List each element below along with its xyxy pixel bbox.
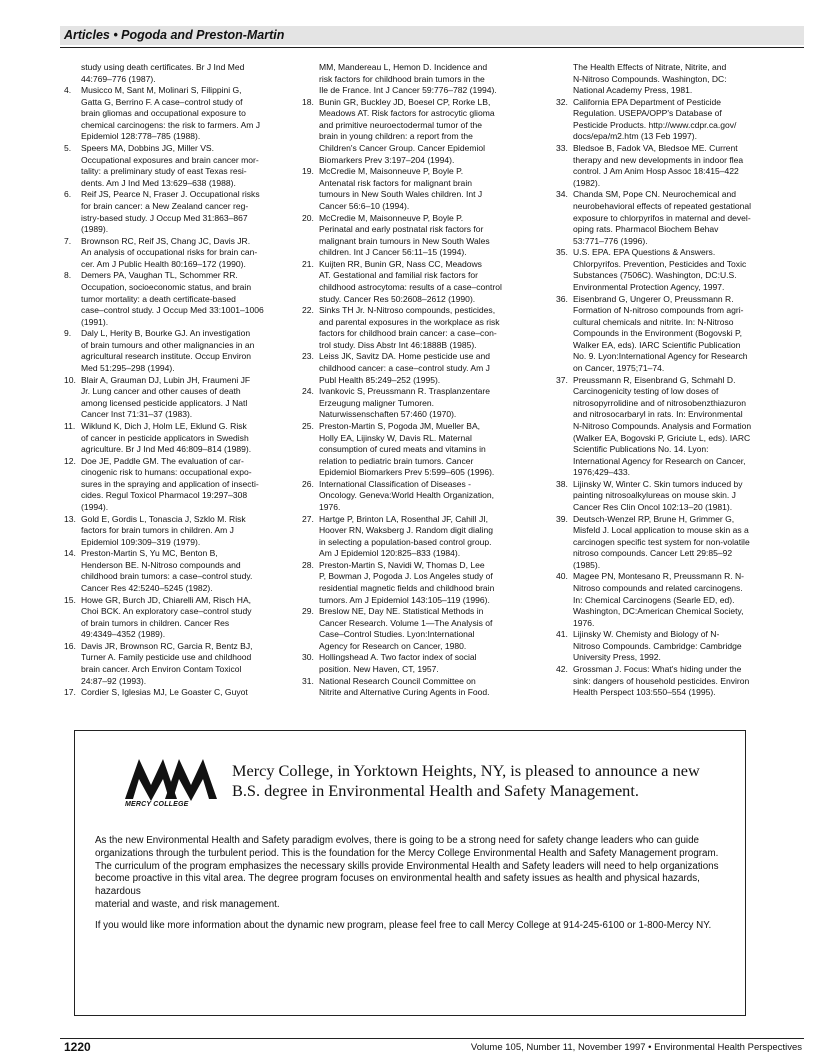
reference-entry [302, 97, 538, 166]
reference-entry [556, 479, 792, 514]
reference-entry [556, 247, 792, 293]
reference-text: Ivankovic S, Preussmann R. Trasplanzentare Erzeugung maligner Tumoren. Naturwissenschaften 57:460 (1970). [319, 386, 491, 420]
reference-number: 21. [302, 258, 314, 269]
reference-text: U.S. EPA. EPA Questions & Answers. Chlorpyrifos. Prevention, Pesticides and Toxic Substances (7506C). Washington, DC:U.S. Environmental Protection Agency, 1997. [573, 247, 747, 292]
reference-entry [64, 595, 300, 641]
reference-text: Preston-Martin S, Navidi W, Thomas D, Lee P, Bowman J, Pogoda J. Los Angeles study of residential magnetic fields and childhood brain tumors. Am J Epidemiol 143:105–119 (1996). [319, 559, 495, 605]
logo-caption: MERCY COLLEGE [125, 801, 189, 808]
reference-entry [64, 236, 300, 271]
reference-number: 36. [556, 293, 568, 304]
reference-text: Gold E, Gordis L, Tonascia J, Szklo M. Risk factors for brain tumors in children. Am J Epidemiol 109:309–319 (1979). [81, 513, 246, 547]
page-number: 1220 [64, 1040, 91, 1054]
reference-text: International Classification of Diseases - Oncology. Geneva:World Health Organization, 1976. [319, 478, 494, 512]
reference-number: 18. [302, 96, 314, 107]
reference-number: 22. [302, 305, 314, 316]
reference-entry [64, 270, 300, 328]
reference-number: 16. [64, 640, 76, 651]
reference-column-2 [302, 62, 538, 699]
reference-entry [64, 514, 300, 549]
ad-headline: Mercy College, in Yorktown Heights, NY, is pleased to announce a new B.S. degree in Environmental Health and Safety Management. [232, 761, 700, 800]
reference-text: Breslow NE, Day NE. Statistical Methods in Cancer Research. Volume 1—The Analysis of Case–Control Studies. Lyon:International Agency for Research on Cancer, 1980. [319, 606, 493, 651]
mercy-college-logo-icon [117, 751, 221, 807]
reference-text: California EPA Department of Pesticide Regulation. USEPA/OPP's Database of Pesticide Products. http://www.cdpr.ca.gov/ docs/epa/m2.htm (13 Feb 1997). [573, 96, 737, 142]
reference-text: Sinks TH Jr. N-Nitroso compounds, pesticides, and parental exposures in the workplace as risk factors for childhood brain cancer: a case–con- trol study. Diss Abstr Int 46:1888B (1985). [319, 305, 500, 350]
reference-entry [556, 143, 792, 189]
reference-text: Howe GR, Burch JD, Chiarelli AM, Risch HA, Choi BCK. An exploratory case–control study of brain tumors in children. Cancer Res 49:4349–4352 (1989). [81, 594, 252, 640]
reference-entry [556, 664, 792, 699]
reference-number: 38. [556, 478, 568, 489]
reference-entry [302, 351, 538, 386]
reference-entry [302, 606, 538, 652]
advertisement [74, 730, 746, 1016]
reference-text: Speers MA, Dobbins JG, Miller VS. Occupational exposures and brain cancer mor- tality: a preliminary study of east Texas resi- dents. Am J Ind Med 13:629–638 (1988). [81, 143, 259, 188]
reference-text: Reif JS, Pearce N, Fraser J. Occupational risks for brain cancer: a New Zealand cancer reg- istry-based study. J Occup Med 31:863–867 (1989). [81, 189, 260, 235]
reference-entry [64, 641, 300, 687]
reference-text: McCredie M, Maisonneuve P, Boyle P. Perinatal and early postnatal risk factors for malignant brain tumours in New South Wales children. Int J Cancer 56:11–15 (1994). [319, 212, 490, 258]
reference-number: 17. [64, 687, 76, 698]
reference-text: Wiklund K, Dich J, Holm LE, Eklund G. Risk of cancer in pesticide applicators in Swedish agriculture. Br J Ind Med 46:809–814 (1989). [81, 420, 252, 455]
reference-entry [302, 479, 538, 514]
reference-number: 26. [302, 478, 314, 489]
reference-text: Magee PN, Montesano R, Preussmann R. N- Nitroso compounds and related carcinogens. In: Chemical Carcinogens (Searle ED, ed). Washington, DC:American Chemical Society, 1976. [573, 571, 745, 628]
reference-number: 13. [64, 513, 76, 524]
reference-text: Preussmann R, Eisenbrand G, Schmahl D. Carcinogenicity testing of low doses of nitrosopyrrolidine and of nitrosobenzthiazuron and nitrosocarbaryl in rats. In: Environmental N-Nitroso Compounds. Analysis and Formation (Walker EA, Bogovski P, Griciute L, eds). IARC Scientific Publications No. 14. Lyon: International Agency for Research on Cancer, 1976;429–433. [573, 374, 752, 478]
reference-entry [64, 548, 300, 594]
reference-text: Demers PA, Vaughan TL, Schommer RR. Occupation, socioeconomic status, and brain tumor mortality: a death certificate-based case–control study. J Occup Med 33:1001–1006 (1991). [81, 270, 264, 327]
reference-number: 6. [64, 189, 72, 200]
reference-number: 30. [302, 652, 314, 663]
reference-number: 25. [302, 420, 314, 431]
reference-number: 20. [302, 212, 314, 223]
reference-entry [302, 305, 538, 351]
reference-text: Bledsoe B, Fadok VA, Bledsoe ME. Current therapy and new developments in indoor flea control. J Am Anim Hosp Assoc 18:415–422 (1982). [573, 143, 744, 188]
reference-entry [302, 259, 538, 305]
reference-text: Eisenbrand G, Ungerer O, Preussmann R. Formation of N-nitroso compounds from agri- cultural chemicals and nitrite. In: N-Nitroso Compounds in the Environment (Bogovski P, Walker EA, eds). IARC Scientific Publication No. 9. Lyon:International Agency for Research on Cancer, 1975;71–74. [573, 293, 748, 374]
reference-text: Deutsch-Wenzel RP, Brune H, Grimmer G, Misfeld J. Local application to mouse skin as a carcinogen specific test system for non-volatile nitroso compounds. Cancer Lett 29:85–92 (1985). [573, 513, 750, 570]
reference-entry [556, 571, 792, 629]
reference-entry: MM, Mandereau L, Hemon D. Incidence and risk factors for childhood brain tumors in the Ile de France. Int J Cancer 59:776–782 (1994). [319, 62, 497, 96]
reference-text: Daly L, Herity B, Bourke GJ. An investigation of brain tumours and other malignancies in an agricultural research institute. Occup Environ Med 51:295–298 (1994). [81, 328, 255, 374]
reference-number: 34. [556, 189, 568, 200]
reference-entry [556, 375, 792, 479]
reference-number: 9. [64, 328, 72, 339]
reference-entry [302, 514, 538, 560]
reference-entry [556, 294, 792, 375]
reference-text: Cordier S, Iglesias MJ, Le Goaster C, Guyot [81, 687, 248, 698]
reference-number: 10. [64, 374, 76, 385]
footer-rule [60, 1038, 804, 1039]
reference-number: 7. [64, 235, 72, 246]
reference-number: 32. [556, 96, 568, 107]
reference-text: National Research Council Committee on Nitrite and Alternative Curing Agents in Food. [319, 675, 490, 698]
reference-number: 31. [302, 675, 314, 686]
reference-entry [64, 687, 300, 699]
reference-number: 39. [556, 513, 568, 524]
reference-entry [64, 189, 300, 235]
reference-text: Preston-Martin S, Yu MC, Benton B, Henderson BE. N-Nitroso compounds and childhood brain tumors: a case–control study. Cancer Res 42:5240–5245 (1982). [81, 548, 253, 594]
reference-entry [302, 652, 538, 675]
reference-number: 11. [64, 420, 76, 431]
reference-number: 27. [302, 513, 314, 524]
reference-number: 41. [556, 629, 568, 640]
reference-text: Brownson RC, Reif JS, Chang JC, Davis JR. An analysis of occupational risks for brain can- cer. Am J Public Health 80:169–172 (1990). [81, 235, 258, 269]
ad-body: As the new Environmental Health and Safety paradigm evolves, there is going to be a strong need for safety change leaders who can guide organizations through the turbulent period. This is the foundation for the Mercy College Environmental Health and Safety Management program. The curriculum of the program emphasizes the necessary skills provide Environmental Health and Safety leaders will need to help organizations become proactive in this vital area. The degree program focuses on environmental health and safety issues as health and physical hazards, hazardous material and waste, and risk management. [95, 835, 719, 910]
reference-text: Doe JE, Paddle GM. The evaluation of car- cinogenic risk to humans: occupational expo- sures in the spraying and application of insecti- cides. Regul Toxicol Pharmacol 19:297–308 (1994). [81, 455, 259, 512]
reference-number: 37. [556, 374, 568, 385]
reference-number: 33. [556, 143, 568, 154]
reference-number: 12. [64, 455, 76, 466]
reference-entry [64, 421, 300, 456]
reference-number: 23. [302, 351, 314, 362]
reference-entry [302, 166, 538, 212]
reference-number: 15. [64, 594, 76, 605]
reference-number: 4. [64, 85, 72, 96]
reference-column-3 [556, 62, 792, 699]
reference-entry [64, 85, 300, 143]
ad-contact: If you would like more information about the dynamic new program, please feel free to call Mercy College at 914-245-6100 or 1-800-Mercy NY. [95, 920, 712, 931]
reference-number: 19. [302, 166, 314, 177]
reference-entry [64, 456, 300, 514]
reference-entry [302, 213, 538, 259]
reference-number: 8. [64, 270, 72, 281]
reference-entry [64, 143, 300, 189]
reference-number: 35. [556, 247, 568, 258]
header-rule [60, 47, 804, 48]
reference-text: Kuijten RR, Bunin GR, Nass CC, Meadows AT. Gestational and familial risk factors for childhood astrocytoma: results of a case–control study. Cancer Res 50:2608–2612 (1990). [319, 258, 502, 304]
reference-entry [556, 629, 792, 664]
reference-text: Lijinsky W. Chemisty and Biology of N- Nitroso Compounds. Cambridge: Cambridge University Press, 1992. [573, 629, 742, 663]
reference-number: 5. [64, 143, 72, 154]
reference-text: Musicco M, Sant M, Molinari S, Filippini G, Gatta G, Berrino F. A case–control study of brain gliomas and occupational exposure to chemical carcinogens: the risk to farmers. Am J Epidemiol 128:778–785 (1988). [81, 85, 261, 142]
reference-text: Leiss JK, Savitz DA. Home pesticide use and childhood cancer: a case–control study. Am J Publ Health 85:249–252 (1995). [319, 351, 491, 385]
reference-text: Hollingshead A. Two factor index of social position. New Haven, CT, 1957. [319, 652, 477, 675]
reference-text: Grossman J. Focus: What's hiding under the sink: dangers of household pesticides. Environ Health Perspect 103:550–554 (1995). [573, 664, 750, 698]
reference-entry: study using death certificates. Br J Ind Med 44:769–776 (1987). [81, 62, 245, 84]
reference-entry [302, 676, 538, 699]
reference-entry [302, 386, 538, 421]
reference-text: McCredie M, Maisonneuve P, Boyle P. Antenatal risk factors for malignant brain tumours in New South Wales children. Int J Cancer 56:6–10 (1994). [319, 166, 483, 211]
reference-text: Davis JR, Brownson RC, Garcia R, Bentz BJ, Turner A. Family pesticide use and childhood brain cancer. Arch Environ Contam Toxicol 24:87–92 (1993). [81, 640, 253, 686]
journal-info: Volume 105, Number 11, November 1997 • Environmental Health Perspectives [470, 1042, 802, 1053]
reference-entry: The Health Effects of Nitrate, Nitrite, and N-Nitroso Compounds. Washington, DC: National Academy Press, 1981. [573, 62, 727, 96]
running-header: Articles • Pogoda and Preston-Martin [64, 28, 285, 42]
reference-entry [556, 189, 792, 247]
reference-text: Chanda SM, Pope CN. Neurochemical and neurobehavioral effects of repeated gestational exposure to chlorpyrifos in maternal and devel- oping rats. Pharmacol Biochem Behav 53:771–776 (1996). [573, 189, 752, 246]
reference-entry [64, 328, 300, 374]
reference-number: 24. [302, 386, 314, 397]
reference-number: 29. [302, 606, 314, 617]
reference-text: Lijinsky W, Winter C. Skin tumors induced by painting nitrosoalkylureas on mouse skin. J Cancer Res Clin Oncol 102:13–20 (1981). [573, 478, 743, 512]
reference-number: 28. [302, 559, 314, 570]
reference-number: 14. [64, 548, 76, 559]
reference-entry [64, 375, 300, 421]
reference-number: 40. [556, 571, 568, 582]
reference-text: Bunin GR, Buckley JD, Boesel CP, Rorke LB, Meadows AT. Risk factors for astrocytic glioma and primitive neuroectodermal tumor of the brain in young children: a report from the Children's Cancer Group. Cancer Epidemiol Biomarkers Prev 3:197–204 (1994). [319, 96, 495, 165]
reference-entry [302, 421, 538, 479]
reference-text: Hartge P, Brinton LA, Rosenthal JF, Cahill JI, Hoover RN, Waksberg J. Random digit dialing in selecting a population-based control group. Am J Epidemiol 120:825–833 (1984). [319, 513, 494, 559]
reference-column-1 [64, 62, 300, 699]
reference-entry [556, 97, 792, 143]
reference-entry [556, 514, 792, 572]
reference-text: Preston-Martin S, Pogoda JM, Mueller BA, Holly EA, Lijinsky W, Davis RL. Maternal consumption of cured meats and vitamins in relation to pediatric brain tumors. Cancer Epidemiol Biomarkers Prev 5:599–605 (1996). [319, 420, 495, 478]
reference-entry [302, 560, 538, 606]
reference-text: Blair A, Grauman DJ, Lubin JH, Fraumeni JF Jr. Lung cancer and other causes of death among licensed pesticide applicators. J Natl Cancer Inst 71:31–37 (1983). [81, 374, 251, 420]
reference-number: 42. [556, 664, 568, 675]
